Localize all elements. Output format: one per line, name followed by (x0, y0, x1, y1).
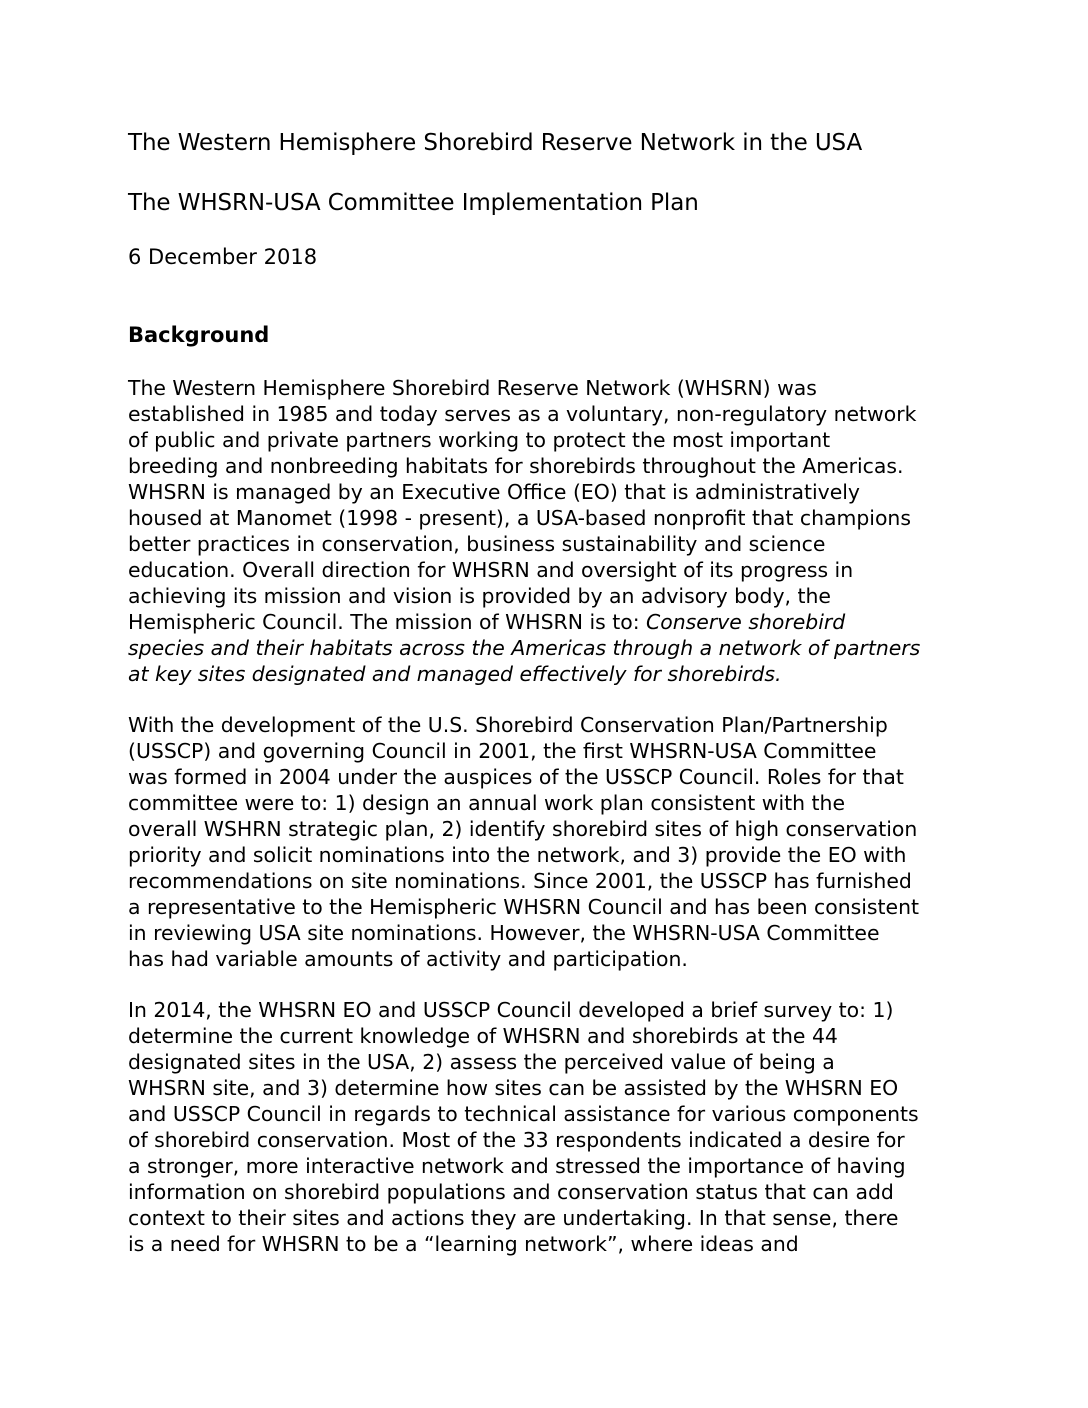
text-line: has had variable amounts of activity and participation. (128, 947, 688, 971)
text-line: recommendations on site nominations. Since 2001, the USSCP has furnished (128, 869, 912, 893)
document-title: The Western Hemisphere Shorebird Reserve Network in the USA (128, 130, 863, 156)
text-line: determine the current knowledge of WHSRN and shorebirds at the 44 (128, 1024, 838, 1048)
section-heading: Background (128, 323, 270, 347)
text-line: and USSCP Council in regards to technical assistance for various components (128, 1102, 919, 1126)
text-line: With the development of the U.S. Shorebird Conservation Plan/Partnership (128, 713, 888, 737)
text-line: (USSCP) and governing Council in 2001, the first WHSRN-USA Committee (128, 739, 877, 763)
text-line: information on shorebird populations and conservation status that can add (128, 1180, 894, 1204)
text-line: in reviewing USA site nominations. However, the WHSRN-USA Committee (128, 921, 880, 945)
text-line: a representative to the Hemispheric WHSRN Council and has been consistent (128, 895, 920, 919)
text-line: designated sites in the USA, 2) assess the perceived value of being a (128, 1050, 835, 1074)
text-line: context to their sites and actions they are undertaking. In that sense, there (128, 1206, 899, 1230)
paragraph-1 (128, 375, 968, 687)
document-subtitle: The WHSRN-USA Committee Implementation Plan (128, 190, 699, 216)
mission-statement-text: species and their habitats across the Americas through a network of partners (128, 636, 921, 660)
text-line: In 2014, the WHSRN EO and USSCP Council developed a brief survey to: 1) (128, 998, 894, 1022)
text-line: was formed in 2004 under the auspices of the USSCP Council. Roles for that (128, 765, 904, 789)
text-line: housed at Manomet (1998 - present), a USA-based nonprofit that champions (128, 506, 911, 530)
text-line: WHSRN site, and 3) determine how sites can be assisted by the WHSRN EO (128, 1076, 899, 1100)
text-line: better practices in conservation, business sustainability and science (128, 532, 826, 556)
text-line: breeding and nonbreeding habitats for shorebirds throughout the Americas. (128, 454, 904, 478)
mission-statement-line (128, 661, 968, 687)
text-line: overall WSHRN strategic plan, 2) identify shorebird sites of high conservation (128, 817, 918, 841)
paragraph-3 (128, 997, 968, 1257)
mission-statement-start: Conserve shorebird (646, 610, 846, 634)
text-line: WHSRN is managed by an Executive Office (EO) that is administratively (128, 480, 860, 504)
paragraph-2 (128, 712, 968, 972)
text-line: of public and private partners working to protect the most important (128, 428, 831, 452)
text-line: education. Overall direction for WHSRN and oversight of its progress in (128, 558, 854, 582)
text-line: achieving its mission and vision is provided by an advisory body, the (128, 584, 831, 608)
document-date: 6 December 2018 (128, 245, 318, 269)
text-line-mixed (128, 609, 968, 635)
mission-statement-line (128, 635, 968, 661)
text-line: committee were to: 1) design an annual work plan consistent with the (128, 791, 845, 815)
text-line: priority and solicit nominations into the network, and 3) provide the EO with (128, 843, 907, 867)
mission-statement-text: at key sites designated and managed effectively for shorebirds. (128, 662, 782, 686)
text-line: is a need for WHSRN to be a “learning network”, where ideas and (128, 1232, 799, 1256)
text-segment: Hemispheric Council. The mission of WHSRN is to: (128, 610, 647, 634)
text-line: established in 1985 and today serves as a voluntary, non-regulatory network (128, 402, 917, 426)
text-line: The Western Hemisphere Shorebird Reserve Network (WHSRN) was (128, 376, 817, 400)
text-line: of shorebird conservation. Most of the 33 respondents indicated a desire for (128, 1128, 905, 1152)
text-line: a stronger, more interactive network and stressed the importance of having (128, 1154, 906, 1178)
